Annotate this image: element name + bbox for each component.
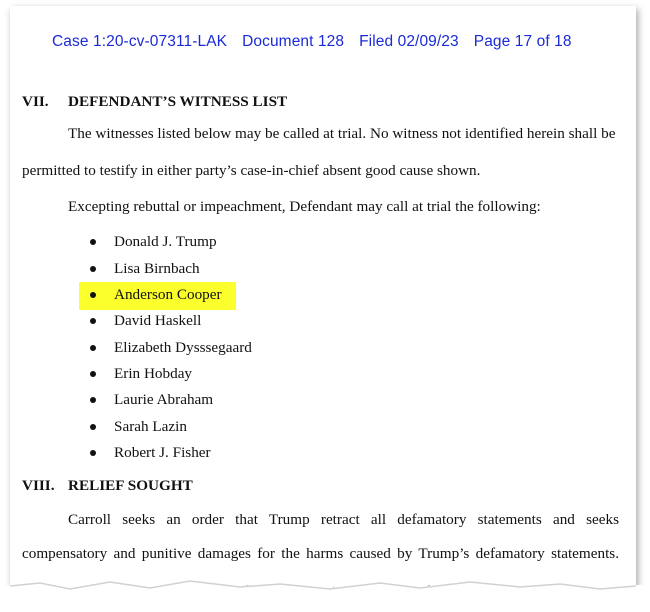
witness-item: Sarah Lazin [114, 418, 187, 435]
section-8-number: VIII. [22, 477, 55, 494]
section-7-number: VII. [22, 93, 49, 110]
bullet-icon [90, 424, 96, 430]
document-number: Document 128 [242, 33, 345, 50]
witness-item: David Haskell [114, 312, 202, 329]
case-number: Case 1:20-cv-07311-LAK [52, 33, 228, 50]
page-number: Page 17 of 18 [473, 33, 572, 50]
call-paragraph: Excepting rebuttal or impeachment, Defendant may call at trial the following: [68, 198, 541, 215]
witness-item: Robert J. Fisher [114, 444, 211, 461]
filed-date: Filed 02/09/23 [359, 33, 459, 50]
bullet-icon [90, 450, 96, 456]
bullet-icon [90, 345, 96, 351]
witness-item: Lisa Birnbach [114, 260, 200, 277]
bullet-icon [90, 266, 96, 272]
relief-paragraph-line-2: compensatory and punitive damages for the harms caused by Trump’s defamatory statements. [22, 545, 619, 562]
relief-paragraph-line-1: Carroll seeks an order that Trump retract all defamatory statements and seeks [68, 511, 619, 528]
bullet-icon [90, 318, 96, 324]
bullet-icon [90, 371, 96, 377]
witness-item: Elizabeth Dysssegaard [114, 339, 252, 356]
torn-edge [0, 574, 650, 612]
section-7-title: DEFENDANT’S WITNESS LIST [68, 93, 288, 110]
witness-item-highlighted: Anderson Cooper [114, 286, 222, 303]
bullet-icon [90, 292, 96, 298]
bullet-icon [90, 239, 96, 245]
witness-paragraph-line-2: permitted to testify in either party’s case-in-chief absent good cause shown. [22, 162, 481, 179]
case-header [52, 33, 572, 51]
witness-item: Donald J. Trump [114, 233, 217, 250]
witness-paragraph-line-1: The witnesses listed below may be called at trial. No witness not identified herein shall be [68, 125, 616, 142]
section-8-title: RELIEF SOUGHT [68, 477, 193, 494]
witness-item: Laurie Abraham [114, 391, 214, 408]
witness-item: Erin Hobday [114, 365, 193, 382]
bullet-icon [90, 397, 96, 403]
